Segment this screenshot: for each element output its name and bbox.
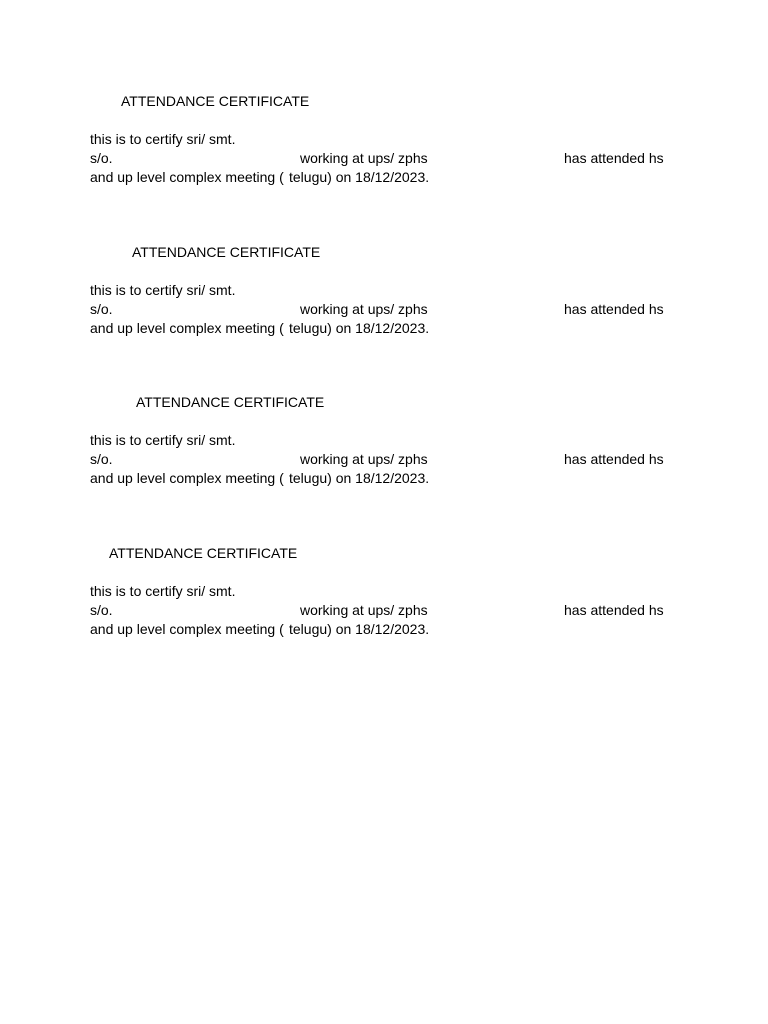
meeting-line: and up level complex meeting ( — [90, 320, 284, 336]
attended-label: has attended hs — [564, 602, 664, 618]
working-at-label: working at ups/ zphs — [300, 301, 428, 317]
meeting-date-line: telugu) on 18/12/2023. — [289, 169, 430, 185]
working-at-label: working at ups/ zphs — [300, 150, 428, 166]
attended-label: has attended hs — [564, 301, 664, 317]
attended-label: has attended hs — [564, 451, 664, 467]
meeting-date-line: telugu) on 18/12/2023. — [289, 621, 430, 637]
meeting-line: and up level complex meeting ( — [90, 470, 284, 486]
son-of-label: s/o. — [90, 451, 113, 467]
working-at-label: working at ups/ zphs — [300, 602, 428, 618]
certificate-block — [90, 394, 690, 494]
certificate-title: ATTENDANCE CERTIFICATE — [132, 244, 321, 260]
meeting-line: and up level complex meeting ( — [90, 169, 284, 185]
certificate-title: ATTENDANCE CERTIFICATE — [136, 394, 325, 410]
certify-line: this is to certify sri/ smt. — [90, 432, 236, 448]
certificate-title: ATTENDANCE CERTIFICATE — [121, 93, 310, 109]
son-of-label: s/o. — [90, 602, 113, 618]
certify-line: this is to certify sri/ smt. — [90, 282, 236, 298]
certificate-title: ATTENDANCE CERTIFICATE — [109, 545, 298, 561]
attended-label: has attended hs — [564, 150, 664, 166]
son-of-label: s/o. — [90, 150, 113, 166]
working-at-label: working at ups/ zphs — [300, 451, 428, 467]
certify-line: this is to certify sri/ smt. — [90, 583, 236, 599]
meeting-date-line: telugu) on 18/12/2023. — [289, 320, 430, 336]
meeting-line: and up level complex meeting ( — [90, 621, 284, 637]
son-of-label: s/o. — [90, 301, 113, 317]
certificate-block — [90, 93, 690, 193]
certificate-block — [90, 545, 690, 645]
certify-line: this is to certify sri/ smt. — [90, 131, 236, 147]
certificate-block — [90, 244, 690, 344]
meeting-date-line: telugu) on 18/12/2023. — [289, 470, 430, 486]
